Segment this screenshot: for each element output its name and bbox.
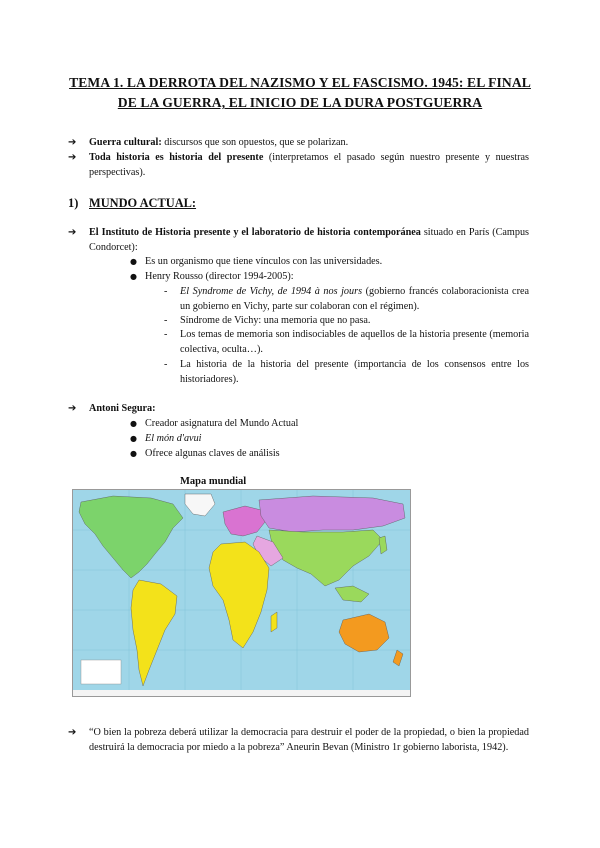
book-title: El món d'avui	[145, 433, 202, 444]
dash-item	[164, 327, 529, 357]
bullet-text: Es un organismo que tiene vínculos con las universidades.	[145, 256, 383, 267]
arrow-right-icon: ➔	[68, 152, 77, 163]
item-text: (interpretamos el pasado según nuestro presente y nuestras perspectivas).	[89, 152, 529, 178]
bullet-dot-icon: ●	[130, 257, 137, 266]
bullet-text: Ofrece algunas claves de análisis	[145, 448, 280, 459]
antarctica	[73, 690, 410, 696]
dash-item	[164, 313, 529, 328]
section-heading	[68, 196, 197, 211]
dash-mark: -	[164, 286, 168, 297]
arrow-right-icon: ➔	[68, 137, 77, 148]
bullet-dot-icon: ●	[130, 419, 137, 428]
world-map-image	[72, 489, 411, 697]
world-map-graphic	[73, 490, 410, 696]
item-text: situado en París (Campus Condorcet):	[89, 227, 529, 253]
book-title: El Syndrome de Vichy, de 1994 à nos jours	[180, 286, 363, 297]
arrow-right-icon: ➔	[68, 227, 77, 238]
dash-text: (gobierno francés colaboracionista crea un gobierno en Vichy, parte sur colaboran con el régimen).	[180, 286, 529, 312]
list-item	[68, 225, 529, 255]
item-text: discursos que son opuestos, que se polarizan.	[161, 137, 349, 148]
bullet-item	[130, 416, 530, 431]
list-item	[68, 150, 529, 180]
dash-mark: -	[164, 359, 168, 370]
item-term: Toda historia es historia del presente	[89, 152, 264, 163]
map-caption: Mapa mundial	[180, 476, 247, 487]
section-number: 1)	[68, 196, 79, 210]
bullet-text: Creador asignatura del Mundo Actual	[145, 418, 299, 429]
bullet-item	[130, 254, 530, 269]
dash-item	[164, 357, 529, 387]
arrow-right-icon: ➔	[68, 727, 77, 738]
dash-text: La historia de la historia del presente (importancia de los consensos entre los historiadores).	[180, 359, 529, 385]
bullet-dot-icon: ●	[130, 272, 137, 281]
section-title: MUNDO ACTUAL:	[89, 196, 197, 210]
item-term: Antoni Segura:	[89, 403, 156, 414]
list-item	[68, 135, 529, 150]
map-legend	[81, 660, 121, 684]
bullet-text: Henry Rousso (director 1994-2005):	[145, 271, 294, 282]
arrow-right-icon: ➔	[68, 403, 77, 414]
item-term: Guerra cultural:	[89, 137, 162, 148]
item-term: El Instituto de Historia presente y el laboratorio de historia contemporánea	[89, 227, 421, 238]
quote-text: “O bien la pobreza deberá utilizar la democracia para destruir el poder de la propiedad, o bien la propiedad destruirá la democracia por miedo a la pobreza” Aneurin Bevan (Ministro 1r gobierno laborista, 1942).	[89, 727, 529, 753]
bullet-dot-icon: ●	[130, 434, 137, 443]
dash-mark: -	[164, 329, 168, 340]
dash-text: Los temas de memoria son indisociables de aquellos de la historia presente (memoria colectiva, oculta…).	[180, 329, 529, 355]
bullet-dot-icon: ●	[130, 449, 137, 458]
bullet-item	[130, 431, 530, 446]
page-title: TEMA 1. LA DERROTA DEL NAZISMO Y EL FASCISMO. 1945: EL FINAL DE LA GUERRA, EL INICIO DE LA DURA POSTGUERRA	[69, 75, 531, 110]
dash-text: Síndrome de Vichy: una memoria que no pasa.	[180, 315, 371, 326]
dash-item	[164, 284, 529, 314]
bullet-item	[130, 269, 530, 284]
quote-item	[68, 725, 529, 755]
dash-mark: -	[164, 315, 168, 326]
list-item	[68, 401, 529, 416]
bullet-item	[130, 446, 530, 461]
